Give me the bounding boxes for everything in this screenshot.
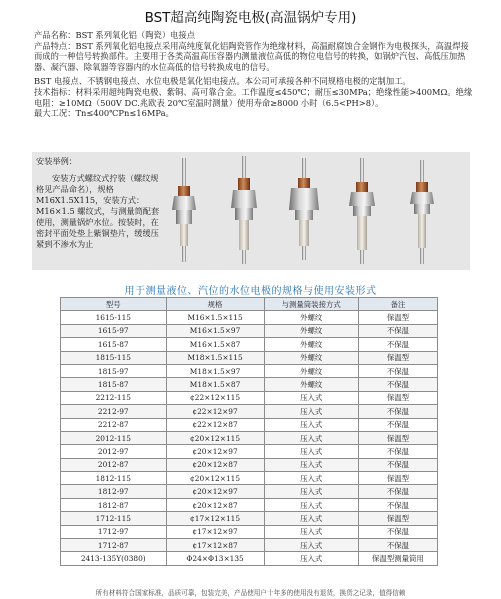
table-cell: 外螺纹 (264, 378, 358, 391)
table-row (61, 311, 438, 324)
table-cell: 1615-115 (61, 311, 167, 324)
table-cell: 不保温 (358, 324, 437, 337)
table-cell: 1812-115 (61, 472, 167, 485)
table-cell: 2012-115 (61, 431, 167, 444)
table-cell: 不保温 (358, 498, 437, 511)
table-row (61, 458, 438, 471)
table-cell: M16×1.5×115 (166, 311, 264, 324)
table-cell: 2212-115 (61, 391, 167, 404)
table-cell: ¢22×12×97 (166, 405, 264, 418)
table-cell: 保温型 (358, 431, 437, 444)
table-cell: 保温型 (358, 512, 437, 525)
table-cell: 不保温 (358, 458, 437, 471)
table-cell: 压入式 (264, 405, 358, 418)
table-cell: ¢17×12×115 (166, 512, 264, 525)
table-cell: 1615-97 (61, 324, 167, 337)
table-cell: 外螺纹 (264, 338, 358, 351)
table-row (61, 391, 438, 404)
table-cell: 压入式 (264, 431, 358, 444)
table-cell: 外螺纹 (264, 324, 358, 337)
table-cell: 保温型 (358, 351, 437, 364)
footer-note: 所有材料符合国家标准，品质可靠，包装完美，产品使用户十年多的使用没有退货，换货之记录，值得信赖 (95, 589, 406, 597)
table-cell: 不保温 (358, 364, 437, 377)
max-conditions: 最大工况：Tn≤400℃Pn≤16MPa。 (34, 108, 174, 119)
table-cell: 压入式 (264, 498, 358, 511)
table-row (61, 378, 438, 391)
table-cell: 保温型 (358, 391, 437, 404)
table-row (61, 525, 438, 538)
table-cell: 不保温 (358, 525, 437, 538)
table-cell: ¢22×12×87 (166, 418, 264, 431)
table-cell: M18×1.5×97 (166, 364, 264, 377)
table-cell: ¢17×12×87 (166, 539, 264, 552)
table-cell: 压入式 (264, 472, 358, 485)
table-row (61, 364, 438, 377)
table-cell: 压入式 (264, 458, 358, 471)
table-cell: 压入式 (264, 539, 358, 552)
table-cell: 2012-97 (61, 445, 167, 458)
table-cell: ¢17×12×97 (166, 525, 264, 538)
table-cell: 压入式 (264, 391, 358, 404)
table-cell: 不保温 (358, 418, 437, 431)
table-row (61, 338, 438, 351)
table-row (61, 418, 438, 431)
table-cell: 压入式 (264, 552, 358, 565)
table-cell: 外螺纹 (264, 364, 358, 377)
table-cell: 不保温 (358, 378, 437, 391)
table-cell: 1815-115 (61, 351, 167, 364)
page-title: BST超高纯陶瓷电极(高温锅炉专用) (144, 10, 357, 26)
table-header-cell: 备注 (358, 298, 437, 311)
table-cell: M16×1.5×87 (166, 338, 264, 351)
electrode-photos (170, 152, 470, 270)
table-cell: 压入式 (264, 485, 358, 498)
table-cell: 1812-97 (61, 485, 167, 498)
table-cell: 2012-87 (61, 458, 167, 471)
table-row (61, 498, 438, 511)
product-name: 产品名称：BST 系列氧化铝（陶瓷）电接点 (34, 30, 196, 40)
table-cell: ¢20×12×97 (166, 445, 264, 458)
technical-specs: 技术指标：材料采用超纯陶瓷电极、紫铜、高可靠合金。工作温度≤450℃；耐压≤30MPa；绝缘性能>400MΩ。绝缘电阻：≥10MΩ（500V DC.兆欧表 20℃室温时测量）使用寿命≥8000 小时（6.5<PH>8）。 (34, 86, 473, 108)
table-cell: 1712-97 (61, 525, 167, 538)
table-cell: 外螺纹 (264, 351, 358, 364)
table-cell: 保温型 (358, 311, 437, 324)
table-row (61, 552, 438, 565)
electrode-probe-5 (410, 160, 434, 264)
table-cell: ¢22×12×115 (166, 391, 264, 404)
table-cell: 1815-97 (61, 364, 167, 377)
table-cell: ¢20×12×87 (166, 458, 264, 471)
table-cell: 压入式 (264, 418, 358, 431)
table-cell: 保温型 (358, 472, 437, 485)
table-cell: 不保温 (358, 445, 437, 458)
electrode-probe-2 (231, 156, 257, 264)
table-cell: ¢20×12×87 (166, 498, 264, 511)
table-row (61, 324, 438, 337)
table-header-cell: 与测量筒装接方式 (264, 298, 358, 311)
table-cell: ¢20×12×115 (166, 431, 264, 444)
table-cell: 1712-115 (61, 512, 167, 525)
table-cell: 保温型测量筒用 (358, 552, 437, 565)
installation-heading: 安装举例： (36, 156, 77, 166)
table-cell: 2413-135Y(0380) (61, 552, 167, 565)
table-cell: 不保温 (358, 338, 437, 351)
electrode-probe-1 (172, 158, 196, 262)
table-cell: 外螺纹 (264, 311, 358, 324)
table-row (61, 539, 438, 552)
table-row (61, 351, 438, 364)
table-section-title: 用于测量液位、汽位的水位电极的规格与使用安装形式 (124, 286, 377, 297)
table-row (61, 405, 438, 418)
table-cell: M18×1.5×115 (166, 351, 264, 364)
table-cell: 1615-87 (61, 338, 167, 351)
table-cell: M18×1.5×87 (166, 378, 264, 391)
table-header-cell: 型号 (61, 298, 167, 311)
table-cell: 1815-87 (61, 378, 167, 391)
product-types: BST 电接点、不锈钢电接点、水位电极是氧化铝电接点。本公司可承接各种不同规格电极的定制加工。 (34, 76, 411, 87)
installation-description: 安装方式螺纹式拧装（螺纹规格见产品命名），规格 M16X1.5X115，安装方式：M16×1.5 螺纹式，与测量筒配套使用，测量锅炉水位。按装时，在密封平面处垫上紫铜垫片，缓缓压紧到不渗水为止 (36, 173, 160, 249)
table-row (61, 445, 438, 458)
installation-text (36, 156, 166, 250)
table-cell: 1712-87 (61, 539, 167, 552)
table-row (61, 512, 438, 525)
table-header-cell: 规格 (166, 298, 264, 311)
table-cell: ¢20×12×97 (166, 485, 264, 498)
table-cell: ¢20×12×115 (166, 472, 264, 485)
table-cell: 压入式 (264, 525, 358, 538)
product-intro (34, 30, 474, 119)
table-row (61, 472, 438, 485)
table-cell: 不保温 (358, 539, 437, 552)
electrode-probe-4 (349, 158, 375, 264)
table-cell: Φ24×Φ13×135 (166, 552, 264, 565)
table-cell: 2212-97 (61, 405, 167, 418)
table-body (61, 311, 438, 565)
table-row (61, 485, 438, 498)
table-row (61, 431, 438, 444)
table-cell: 不保温 (358, 485, 437, 498)
table-cell: 1812-87 (61, 498, 167, 511)
product-features: 产品特点：BST 系列氧化铝电接点采用高纯度氧化铝陶瓷管作为绝缘材料，高温耐腐蚀合金钢作为电极探头，高温焊接而成的一种信号转换部件。主要用于各类高温高压容器内测量液位高低的物位电信号的转换，如锅炉汽包、高低压加热器、凝汽器、除氧器等容器内的水位高低的信号转换成电的信号。 (34, 40, 469, 72)
table-cell: 压入式 (264, 512, 358, 525)
table-cell: M16×1.5×97 (166, 324, 264, 337)
table-cell: 压入式 (264, 445, 358, 458)
table-cell: 2212-87 (61, 418, 167, 431)
spec-table (60, 297, 438, 566)
table-header-row (61, 298, 438, 311)
electrode-probe-3 (289, 158, 319, 260)
table-cell: 不保温 (358, 405, 437, 418)
installation-example-box (32, 152, 470, 270)
